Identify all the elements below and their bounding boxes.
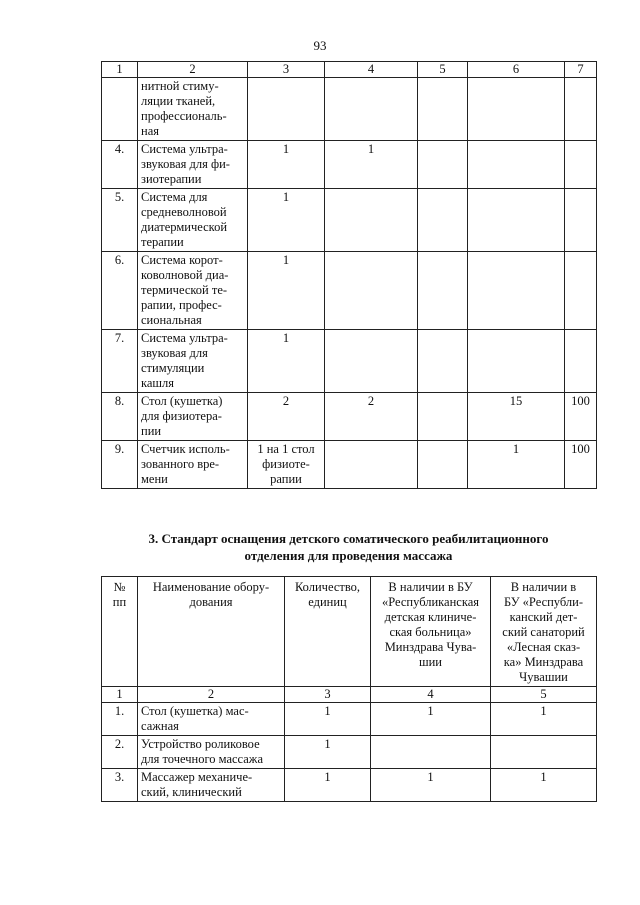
- table-row: [102, 736, 597, 769]
- column-number-cell: 2: [138, 687, 285, 703]
- quantity-cell: 2: [248, 393, 325, 441]
- availability-hospital-cell: [371, 736, 491, 769]
- cell-col4: [325, 189, 418, 252]
- row-number: 2.: [102, 736, 138, 769]
- cell-col7: [565, 189, 597, 252]
- availability-sanatorium-cell: [491, 736, 597, 769]
- header-availability-sanatorium: В наличии в БУ «Республи- канский дет- ский санаторий «Лесная сказ- ка» Минздрава Чувашии: [491, 577, 597, 687]
- cell-col5: [418, 141, 468, 189]
- row-number: 8.: [102, 393, 138, 441]
- quantity-cell: 1: [248, 189, 325, 252]
- cell-col7: [565, 78, 597, 141]
- table-row: [102, 703, 597, 736]
- header-cell-4: 4: [325, 62, 418, 78]
- cell-col4: [325, 330, 418, 393]
- page-number: 93: [313, 38, 327, 53]
- row-number: [102, 78, 138, 141]
- column-number-cell: 4: [371, 687, 491, 703]
- equipment-name: Стол (кушетка) мас- сажная: [138, 703, 285, 736]
- header-availability-hospital: В наличии в БУ «Республиканская детская клиниче- ская больница» Минздрава Чува- шии: [371, 577, 491, 687]
- equipment-name: Система для средневолновой диатермической терапии: [138, 189, 248, 252]
- section-title: 3. Стандарт оснащения детского соматического реабилитационного отделения для проведения массажа: [148, 531, 549, 563]
- column-number-cell: 1: [102, 687, 138, 703]
- quantity-cell: [248, 78, 325, 141]
- cell-col5: [418, 252, 468, 330]
- header-cell-3: 3: [248, 62, 325, 78]
- header-quantity: Количество, единиц: [285, 577, 371, 687]
- quantity-cell: 1: [248, 330, 325, 393]
- equipment-table-massage: [101, 576, 597, 802]
- availability-sanatorium-cell: 1: [491, 703, 597, 736]
- column-number-cell: 3: [285, 687, 371, 703]
- table-row: [102, 330, 597, 393]
- cell-col4: 2: [325, 393, 418, 441]
- table-row: [102, 441, 597, 489]
- row-number: 3.: [102, 769, 138, 802]
- row-number: 4.: [102, 141, 138, 189]
- header-number: № пп: [102, 577, 138, 687]
- cell-col7: [565, 330, 597, 393]
- header-cell-2: 2: [138, 62, 248, 78]
- cell-col6: [468, 78, 565, 141]
- quantity-cell: 1: [285, 736, 371, 769]
- availability-sanatorium-cell: 1: [491, 769, 597, 802]
- column-number-cell: 5: [491, 687, 597, 703]
- equipment-name: Массажер механиче- ский, клинический: [138, 769, 285, 802]
- table-header-row: [102, 577, 597, 687]
- table-header-row: [102, 62, 597, 78]
- equipment-name: Система ультра- звуковая для фи- зиотерапии: [138, 141, 248, 189]
- column-number-row: [102, 687, 597, 703]
- table-row: [102, 252, 597, 330]
- row-number: 9.: [102, 441, 138, 489]
- header-cell-7: 7: [565, 62, 597, 78]
- cell-col7: 100: [565, 393, 597, 441]
- cell-col6: [468, 141, 565, 189]
- cell-col5: [418, 441, 468, 489]
- row-number: 1.: [102, 703, 138, 736]
- equipment-name: Счетчик исполь- зованного вре- мени: [138, 441, 248, 489]
- cell-col6: 15: [468, 393, 565, 441]
- row-number: 6.: [102, 252, 138, 330]
- equipment-name: нитной стиму- ляции тканей, профессиональ- ная: [138, 78, 248, 141]
- cell-col7: [565, 141, 597, 189]
- cell-col4: [325, 78, 418, 141]
- table-row: [102, 393, 597, 441]
- equipment-name: Система корот- коволновой диа- термической те- рапии, профес- сиональная: [138, 252, 248, 330]
- header-equipment-name: Наименование обору- дования: [138, 577, 285, 687]
- header-cell-1: 1: [102, 62, 138, 78]
- table-body: [102, 78, 597, 489]
- quantity-cell: 1: [248, 141, 325, 189]
- equipment-table-physiotherapy: [101, 61, 597, 489]
- cell-col4: [325, 252, 418, 330]
- cell-col4: [325, 441, 418, 489]
- equipment-name: Система ультра- звуковая для стимуляции кашля: [138, 330, 248, 393]
- cell-col6: [468, 252, 565, 330]
- cell-col5: [418, 393, 468, 441]
- cell-col5: [418, 330, 468, 393]
- cell-col6: [468, 330, 565, 393]
- cell-col5: [418, 189, 468, 252]
- table-row: [102, 769, 597, 802]
- row-number: 5.: [102, 189, 138, 252]
- cell-col7: 100: [565, 441, 597, 489]
- quantity-cell: 1: [248, 252, 325, 330]
- header-cell-6: 6: [468, 62, 565, 78]
- availability-hospital-cell: 1: [371, 769, 491, 802]
- table-row: [102, 78, 597, 141]
- cell-col4: 1: [325, 141, 418, 189]
- table-row: [102, 189, 597, 252]
- table-row: [102, 141, 597, 189]
- row-number: 7.: [102, 330, 138, 393]
- quantity-cell: 1: [285, 703, 371, 736]
- header-cell-5: 5: [418, 62, 468, 78]
- cell-col6: [468, 189, 565, 252]
- cell-col5: [418, 78, 468, 141]
- cell-col7: [565, 252, 597, 330]
- equipment-name: Устройство роликовое для точечного массажа: [138, 736, 285, 769]
- table-body: [102, 703, 597, 802]
- equipment-name: Стол (кушетка) для физиотера- пии: [138, 393, 248, 441]
- cell-col6: 1: [468, 441, 565, 489]
- quantity-cell: 1 на 1 стол физиоте- рапии: [248, 441, 325, 489]
- availability-hospital-cell: 1: [371, 703, 491, 736]
- quantity-cell: 1: [285, 769, 371, 802]
